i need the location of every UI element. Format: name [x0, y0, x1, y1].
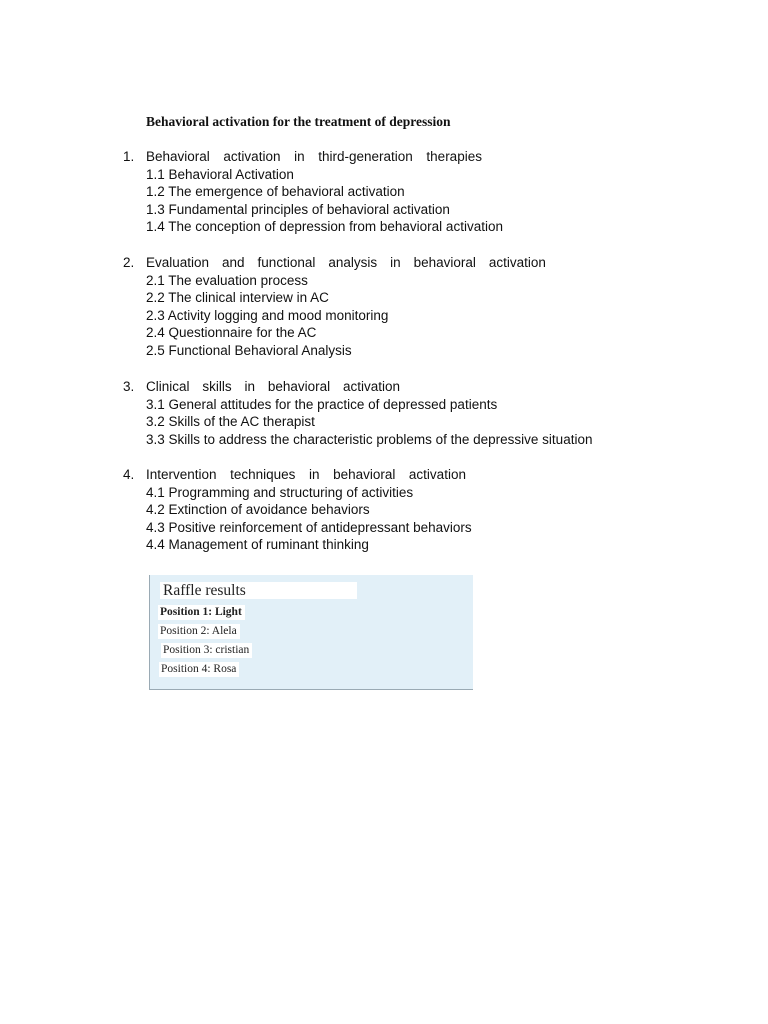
section-4: [0, 466, 768, 554]
section-title: [146, 148, 482, 166]
subsection-list: [0, 396, 768, 449]
subsection-item: 3.1 General attitudes for the practice of depressed patients: [146, 396, 498, 412]
section-heading: [0, 378, 768, 396]
raffle-position-3: Position 3: cristian: [161, 643, 252, 658]
section-title-word: Behavioral: [146, 149, 210, 164]
section-title-word: Intervention: [146, 467, 217, 482]
subsection-list: [0, 166, 768, 236]
section-number: 1.: [123, 149, 135, 164]
section-title-word: in: [294, 149, 305, 164]
section-number: 2.: [123, 255, 135, 270]
section-title-word: in: [390, 255, 401, 270]
section-title: [146, 254, 546, 272]
section-3: [0, 378, 768, 448]
subsection-item: 1.3 Fundamental principles of behavioral activation: [146, 201, 450, 217]
section-2: [0, 254, 768, 360]
raffle-position-2: Position 2: Alela: [158, 624, 240, 639]
subsection-item: 4.2 Extinction of avoidance behaviors: [146, 502, 370, 518]
subsection-item: 2.4 Questionnaire for the AC: [146, 325, 317, 341]
section-heading: [0, 466, 768, 484]
section-title-word: activation: [223, 149, 281, 164]
section-title-word: in: [308, 467, 320, 482]
section-title-word: behavioral: [333, 467, 396, 482]
section-title-word: and: [222, 255, 245, 270]
subsection-item: 4.3 Positive reinforcement of antidepressant behaviors: [146, 519, 472, 535]
section-title-word: behavioral: [413, 255, 476, 270]
subsection-list: [0, 484, 768, 554]
section-title-word: skills: [202, 379, 232, 394]
raffle-position-4: Position 4: Rosa: [159, 662, 239, 677]
subsection-item: 2.2 The clinical interview in AC: [146, 290, 329, 306]
section-title-word: activation: [342, 379, 400, 394]
section-title-word: activation: [488, 255, 546, 270]
section-title-word: third-generation: [318, 149, 413, 164]
section-title-word: functional: [257, 255, 316, 270]
subsection-item: 4.1 Programming and structuring of activities: [146, 484, 414, 500]
section-title: [146, 378, 400, 396]
subsection-item: 1.2 The emergence of behavioral activation: [146, 184, 405, 200]
section-title-word: techniques: [230, 467, 296, 482]
section-title-word: Clinical: [146, 379, 190, 394]
section-title-word: therapies: [426, 149, 482, 164]
section-heading: [0, 148, 768, 166]
section-title-word: behavioral: [267, 379, 331, 394]
section-title-word: in: [244, 379, 255, 394]
section-1: [0, 148, 768, 236]
raffle-position-1: Position 1: Light: [158, 605, 245, 620]
subsection-item: 2.3 Activity logging and mood monitoring: [146, 307, 389, 323]
section-title-word: Evaluation: [146, 255, 210, 270]
subsection-item: 4.4 Management of ruminant thinking: [146, 537, 369, 553]
subsection-item: 1.4 The conception of depression from behavioral activation: [146, 219, 503, 235]
subsection-item: 2.1 The evaluation process: [146, 272, 308, 288]
subsection-item: 3.2 Skills of the AC therapist: [146, 414, 315, 430]
section-heading: [0, 254, 768, 272]
section-title-word: activation: [408, 467, 466, 482]
subsection-item: 1.1 Behavioral Activation: [146, 166, 294, 182]
section-title: [146, 466, 466, 484]
document-title: Behavioral activation for the treatment of depression: [146, 114, 451, 129]
raffle-title: Raffle results: [160, 582, 357, 599]
section-number: 4.: [123, 467, 135, 482]
raffle-results-image: [149, 575, 473, 690]
subsection-list: [0, 272, 768, 360]
subsection-item: 3.3 Skills to address the characteristic problems of the depressive situation: [146, 431, 593, 447]
subsection-item: 2.5 Functional Behavioral Analysis: [146, 342, 352, 358]
section-title-word: analysis: [328, 255, 378, 270]
section-number: 3.: [123, 379, 135, 394]
